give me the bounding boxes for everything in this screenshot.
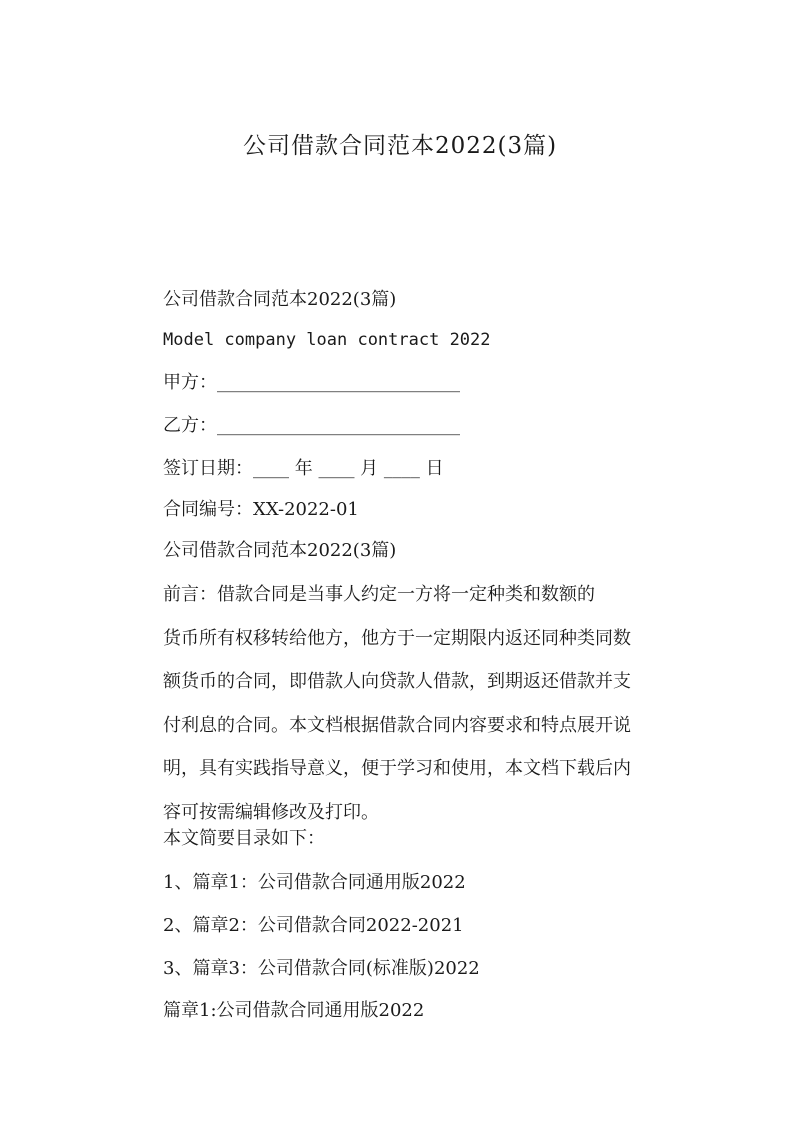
toc-heading: 本文简要目录如下：: [163, 828, 325, 849]
preface-paragraph: [163, 573, 691, 835]
preface-line: 容可按需编辑修改及打印。: [163, 801, 379, 823]
contract-number: 合同编号：XX-2022-01: [163, 499, 359, 520]
preface-line: 前言：借款合同是当事人约定一方将一定种类和数额的: [163, 584, 595, 605]
party-b-field: 乙方：___________________________: [163, 415, 460, 436]
english-title: Model company loan contract 2022: [163, 330, 491, 350]
preface-line: 额货币的合同，即借款人向贷款人借款，到期返还借款并支: [163, 671, 631, 693]
preface-line: 明，具有实践指导意义，便于学习和使用，本文档下载后内: [163, 758, 631, 780]
sign-date-field: 签订日期：____ 年 ____ 月 ____ 日: [163, 458, 444, 479]
preface-line: 货币所有权移转给他方，他方于一定期限内返还同种类同数: [163, 627, 631, 649]
document-subtitle: 公司借款合同范本2022(3篇): [163, 289, 397, 310]
preface-line: 付利息的合同。本文档根据借款合同内容要求和特点展开说: [163, 714, 631, 736]
toc-item: 3、篇章3：公司借款合同(标准版)2022: [163, 958, 480, 979]
party-a-field: 甲方：___________________________: [163, 372, 460, 393]
toc-item: 2、篇章2：公司借款合同2022-2021: [163, 915, 464, 936]
toc-item: 1、篇章1：公司借款合同通用版2022: [163, 872, 466, 893]
document-title: 公司借款合同范本2022(3篇): [242, 133, 558, 159]
document-subtitle-repeat: 公司借款合同范本2022(3篇): [163, 540, 397, 561]
chapter-heading: 篇章1:公司借款合同通用版2022: [163, 1000, 425, 1021]
